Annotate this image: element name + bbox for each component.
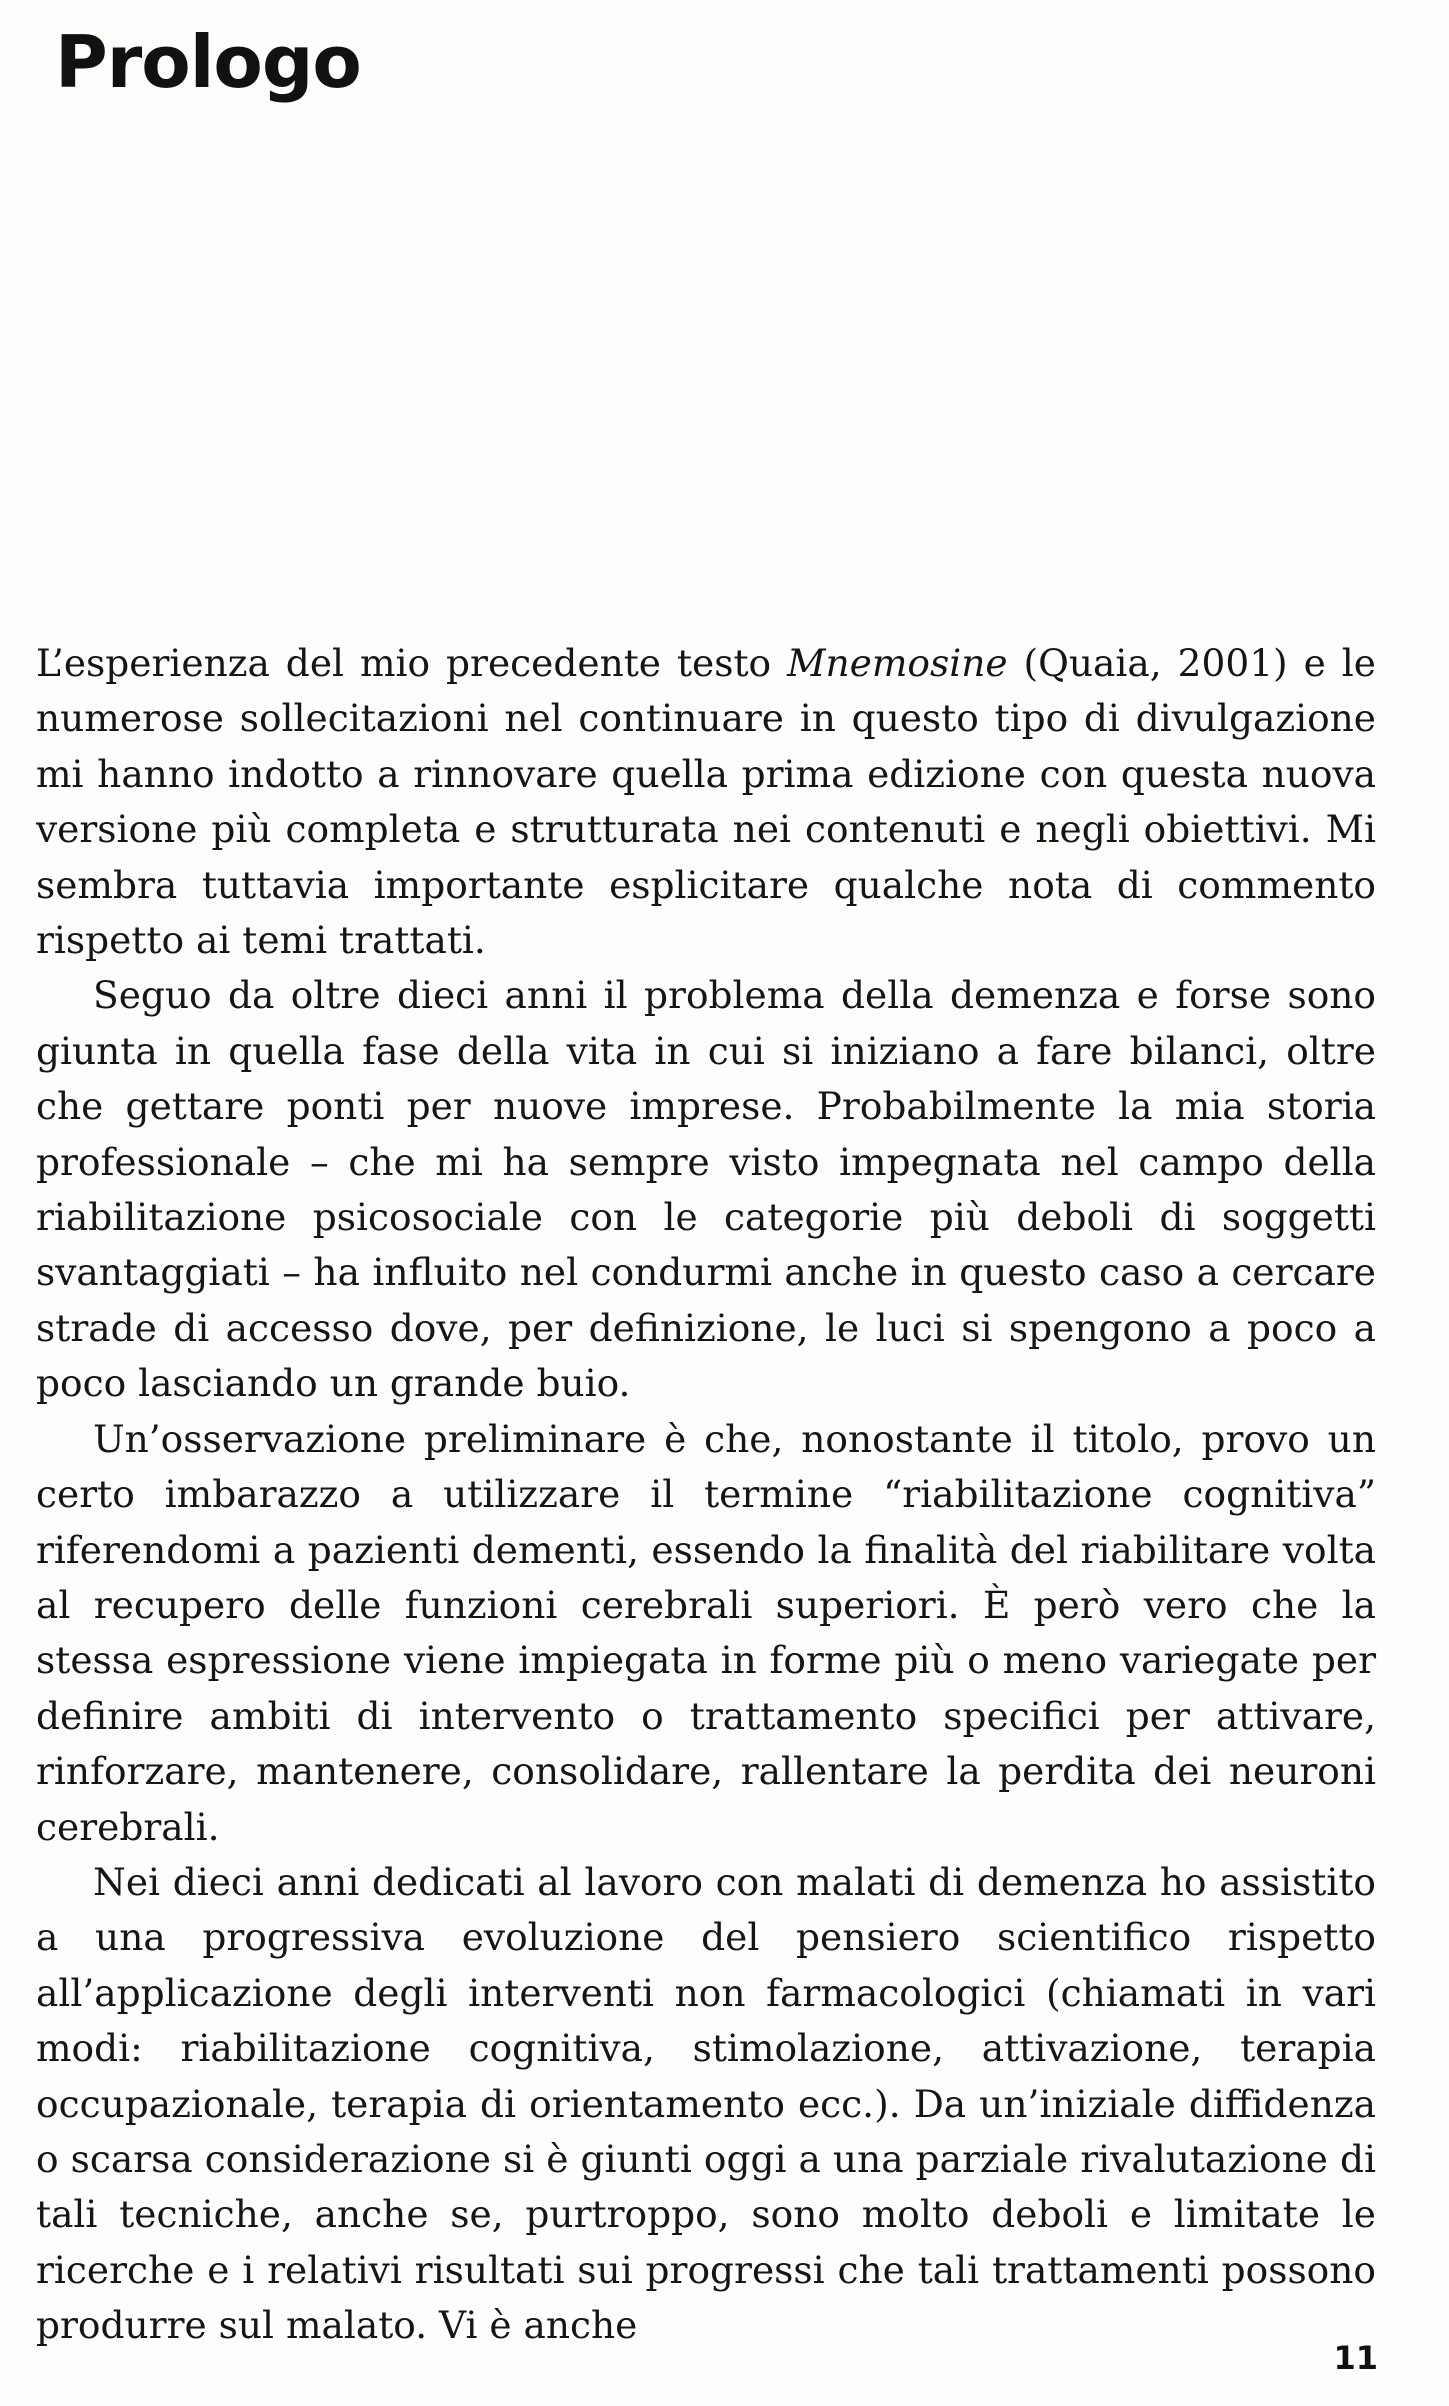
paragraph-1-rest: (Quaia, 2001) e le numerose sollecitazioni nel continuare in questo tipo di divulgazione mi hanno indotto a rinnovare quella prima edizione con questa nuova versione più completa e strutturata nei contenuti e negli obiettivi. Mi sembra tuttavia importante esplicitare qualche nota di commento rispetto ai temi trattati. xyxy=(36,641,1376,963)
paragraph-1-lead: L’esperienza del mio precedente testo xyxy=(36,641,788,685)
book-title-mnemosine: Mnemosine xyxy=(787,641,1008,685)
paragraph-1 xyxy=(36,636,1376,968)
paragraph-2: Seguo da oltre dieci anni il problema della demenza e forse sono giunta in quella fase della vita in cui si iniziano a fare bilanci, oltre che gettare ponti per nuove imprese. Probabilmente la mia storia professionale – che mi ha sempre visto impegnata nel campo della riabilitazione psicosociale con le categorie più deboli di soggetti svantaggiati – ha influito nel condurmi anche in questo caso a cercare strade di accesso dove, per definizione, le luci si spengono a poco a poco lasciando un grande buio. xyxy=(36,973,1376,1406)
body-text xyxy=(36,636,1376,2354)
chapter-title: Prologo xyxy=(55,20,361,104)
paragraph-4: Nei dieci anni dedicati al lavoro con malati di demenza ho assistito a una progressiva evoluzione del pensiero scientifico rispetto all’applicazione degli interventi non farmacologici (chiamati in vari modi: riabilitazione cognitiva, stimolazione, attivazione, terapia occupazionale, terapia di orientamento ecc.). Da un’iniziale diffidenza o scarsa considerazione si è giunti oggi a una parziale rivalutazione di tali tecniche, anche se, purtroppo, sono molto deboli e limitate le ricerche e i relativi risultati sui progressi che tali trattamenti possono produrre sul malato. Vi è anche xyxy=(36,1859,1376,2348)
page-number: 11 xyxy=(1333,2339,1378,2377)
paragraph-3: Un’osservazione preliminare è che, nonostante il titolo, provo un certo imbarazzo a utilizzare il termine “riabilitazione cognitiva” riferendomi a pazienti dementi, essendo la finalità del riabilitare volta al recupero delle funzioni cerebrali superiori. È però vero che la stessa espressione viene impiegata in forme più o meno variegate per definire ambiti di intervento o trattamento specifici per attivare, rinforzare, mantenere, consolidare, rallentare la perdita dei neuroni cerebrali. xyxy=(36,1416,1376,1849)
